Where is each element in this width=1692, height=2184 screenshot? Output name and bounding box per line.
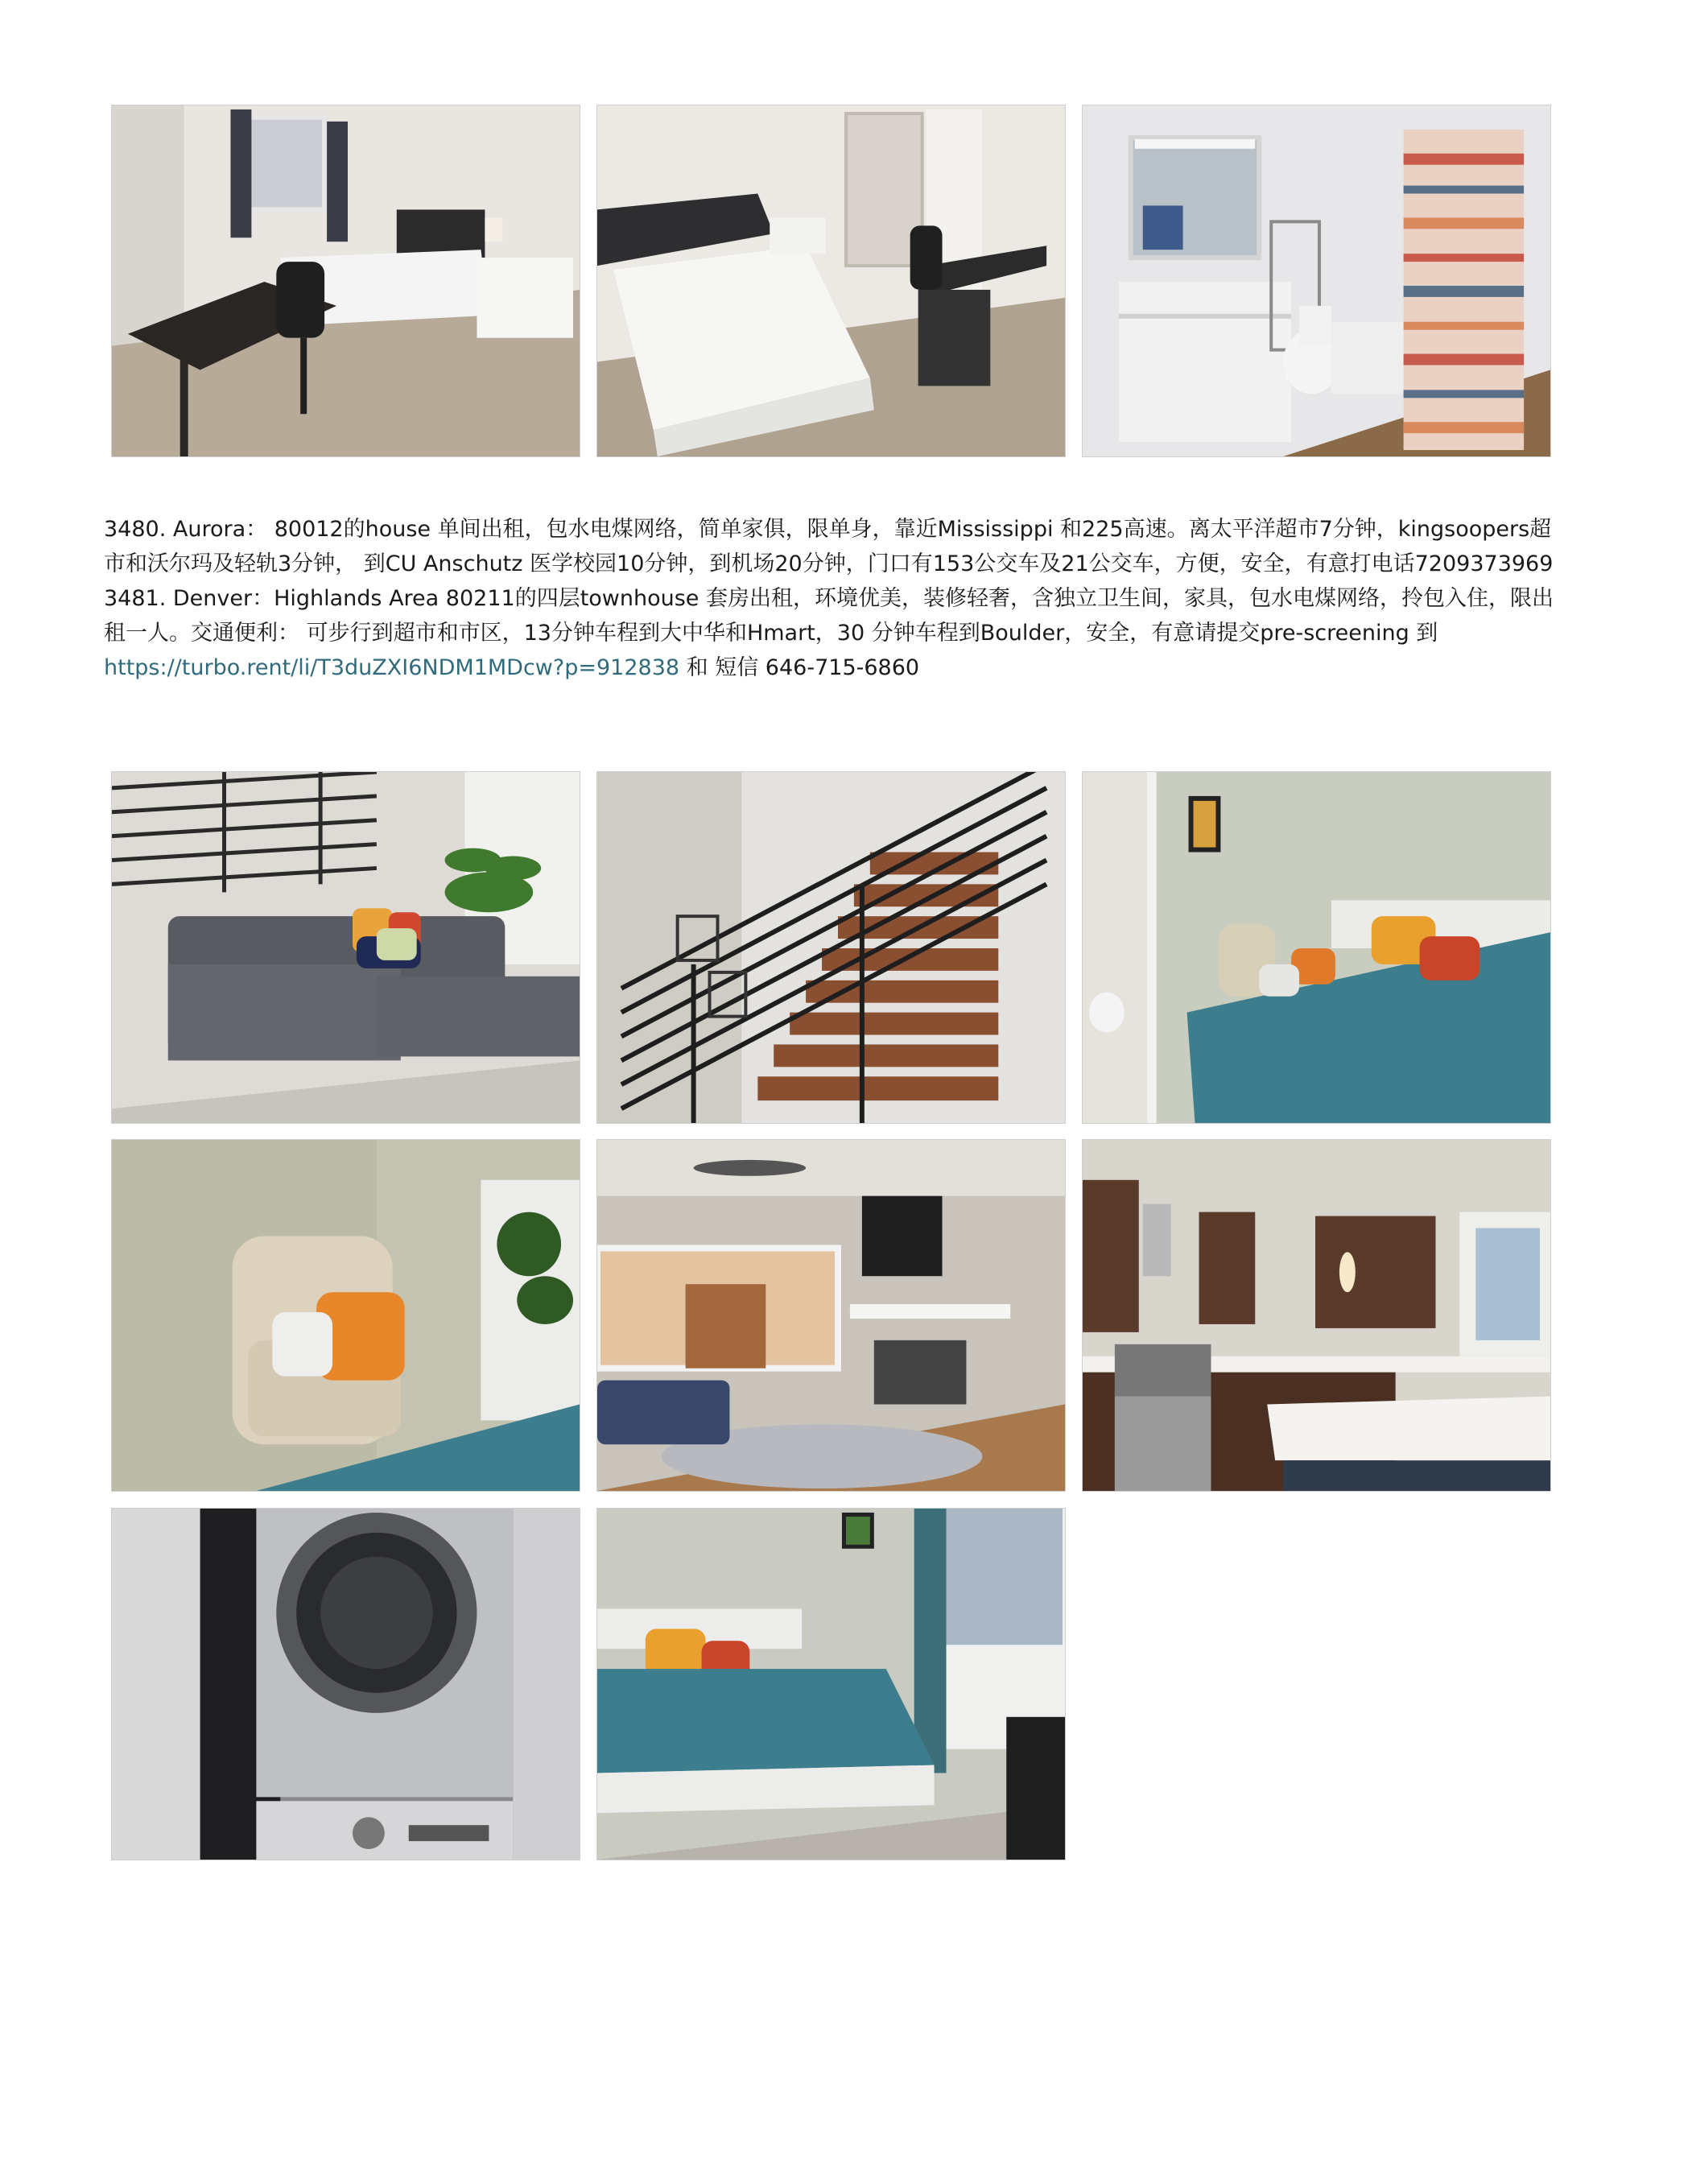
bathroom-photo (1082, 105, 1551, 457)
living-room-sofa-photo (111, 771, 580, 1124)
listing-3481-description: 3481. Denver：Highlands Area 80211的四层townhouse 套房出租，环境优美，装修轻奢，含独立卫生间，家具，包水电煤网络，拎包入住，限出租一人。交通便利： 可步行到超市和市区，13分钟车程到大中华和Hmart，30 分钟车程到Boulder，安全，有意请提交pre-screening 到 (104, 586, 1554, 646)
bedroom-desk-photo (111, 105, 580, 457)
listing-3480-text: 3480. Aurora： 80012的house 单间出租，包水电煤网络，简单家俱，限单身，靠近Mississippi 和225高速。离太平洋超市7分钟，kingsoopers超市和沃尔玛及轻轨3分钟， 到CU Anschutz 医学校园10分钟，到机场20分钟，门口有153公交车及21公交车，方便，安全，有意打电话7209373969 (104, 517, 1554, 576)
washer-dryer-photo (111, 1508, 580, 1860)
listings-text-block (104, 512, 1569, 685)
bedroom-mattress-photo (596, 105, 1066, 457)
bedroom-window-photo (596, 1508, 1066, 1860)
staircase-photo (596, 771, 1066, 1124)
armchair-corner-photo (111, 1139, 580, 1492)
living-room-tv-photo (596, 1139, 1066, 1492)
listing-3481-contact: 和 短信 646-715-6860 (679, 655, 920, 680)
bedroom-bed-photo (1082, 771, 1551, 1124)
listing-3481-text (104, 581, 1569, 685)
prescreening-link[interactable]: https://turbo.rent/li/T3duZXI6NDM1MDcw?p=912838 (104, 655, 680, 680)
kitchen-photo (1082, 1139, 1551, 1492)
